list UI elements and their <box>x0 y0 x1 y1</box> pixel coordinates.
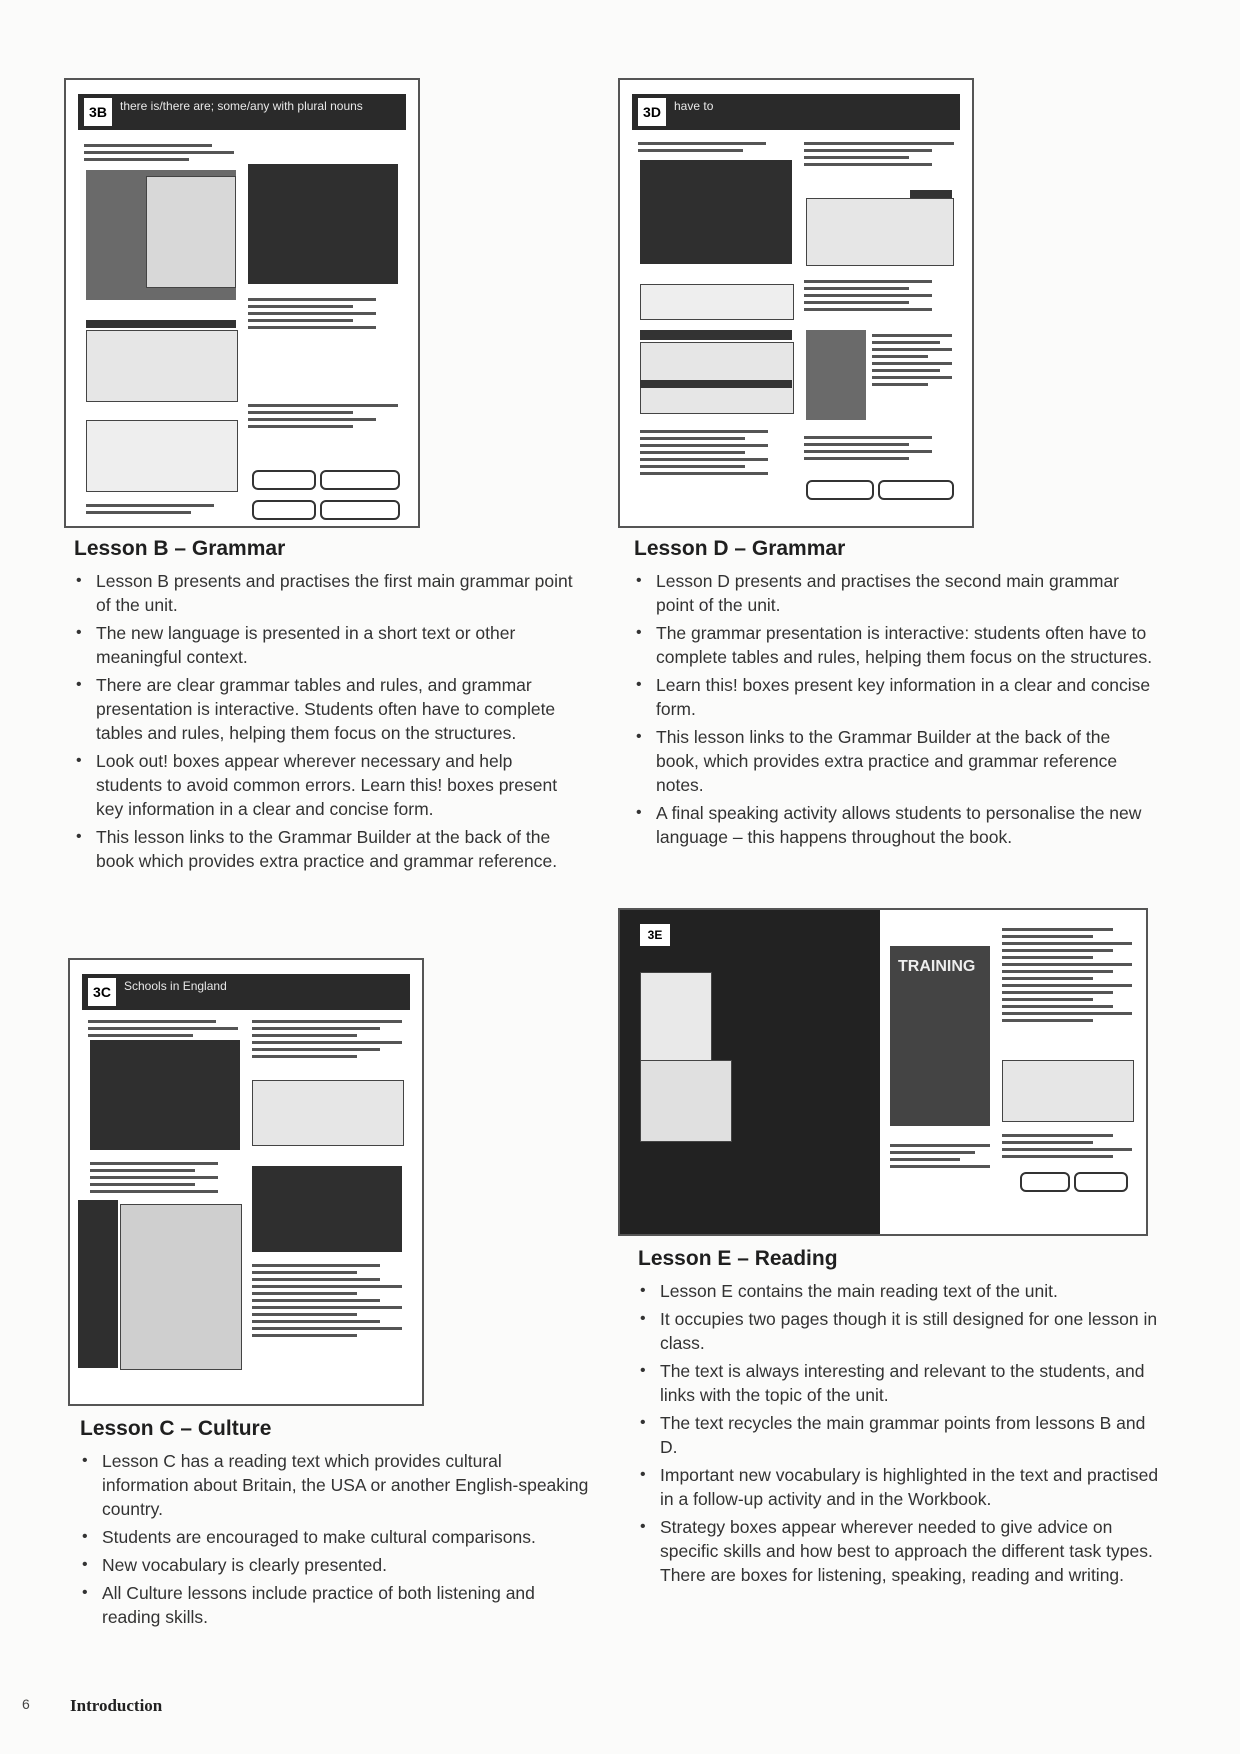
bullet-dot: • <box>640 1310 646 1327</box>
lesson-e-bullets <box>638 1279 1160 1587</box>
bullet-dot: • <box>76 624 82 641</box>
bullet-dot: • <box>82 1556 88 1573</box>
bullet-dot: • <box>640 1282 646 1299</box>
thumbnail-photo <box>806 330 866 420</box>
list-item: • Look out! boxes appear wherever necessary and help students to avoid common errors. Learn this! boxes present key information in a clear and concise form. <box>76 751 558 819</box>
bullet-dot: • <box>640 1518 646 1535</box>
lesson-c-section <box>80 1417 590 1633</box>
thumbnail-header <box>82 974 410 1010</box>
bullet-dot: • <box>82 1528 88 1545</box>
list-item: • The text is always interesting and relevant to the students, and links with the topic of the unit. <box>640 1361 1145 1405</box>
list-item: • All Culture lessons include practice of both listening and reading skills. <box>82 1583 535 1627</box>
thumbnail-photo <box>90 1040 240 1150</box>
list-item: • Students are encouraged to make cultural comparisons. <box>82 1527 536 1547</box>
lesson-d-bullets <box>634 569 1154 849</box>
lesson-e-heading: Lesson E – Reading <box>638 1247 838 1270</box>
thumbnail-header <box>632 94 960 130</box>
list-item: • This lesson links to the Grammar Builder at the back of the book which provides extra practice and grammar reference. <box>76 827 558 871</box>
thumbnail-lesson-3c <box>68 958 424 1406</box>
thumbnail-photo <box>78 1200 118 1368</box>
bullet-dot: • <box>636 804 642 821</box>
bullet-dot: • <box>640 1414 646 1431</box>
list-item: • Strategy boxes appear wherever needed to give advice on specific skills and how best to approach the different task types. There are boxes for listening, speaking, reading and writing. <box>640 1517 1153 1585</box>
list-item: • Lesson B presents and practises the first main grammar point of the unit. <box>76 571 573 615</box>
bullet-dot: • <box>76 828 82 845</box>
list-item: • There are clear grammar tables and rules, and grammar presentation is interactive. Students often have to complete tables and rules, helping them focus on the structures. <box>76 675 556 743</box>
thumbnail-lesson-3d <box>618 78 974 528</box>
bullet-dot: • <box>82 1452 88 1469</box>
bullet-dot: • <box>636 572 642 589</box>
lesson-number: 3C <box>88 978 116 1006</box>
lesson-c-bullets <box>80 1449 590 1629</box>
bullet-dot: • <box>636 728 642 745</box>
thumbnail-header <box>78 94 406 130</box>
thumbnail-lesson-3b <box>64 78 420 528</box>
thumbnail-photo <box>252 1166 402 1252</box>
bullet-dot: • <box>640 1362 646 1379</box>
thumbnail-photo <box>248 164 398 284</box>
bullet-dot: • <box>76 572 82 589</box>
list-item: • This lesson links to the Grammar Builder at the back of the book, which provides extra practice and grammar reference notes. <box>636 727 1118 795</box>
list-item: • Important new vocabulary is highlighted in the text and practised in a follow-up activity and in the Workbook. <box>640 1465 1159 1509</box>
list-item: • The new language is presented in a short text or other meaningful context. <box>76 623 516 667</box>
lesson-title: Schools in England <box>124 979 227 993</box>
lesson-d-heading: Lesson D – Grammar <box>634 537 846 560</box>
list-item: • Lesson D presents and practises the second main grammar point of the unit. <box>636 571 1120 615</box>
list-item: • A final speaking activity allows students to personalise the new language – this happens throughout the book. <box>636 803 1142 847</box>
lesson-c-heading: Lesson C – Culture <box>80 1417 272 1440</box>
lesson-b-bullets <box>74 569 574 873</box>
page-number: 6 <box>22 1696 30 1712</box>
footer-label: Introduction <box>70 1696 163 1715</box>
list-item: • Lesson C has a reading text which provides cultural information about Britain, the USA or another English-speaking country. <box>82 1451 589 1519</box>
list-item: • New vocabulary is clearly presented. <box>82 1555 387 1575</box>
lesson-b-section <box>74 537 574 877</box>
lesson-number: 3D <box>638 98 666 126</box>
list-item: • The grammar presentation is interactive: students often have to complete tables and rules, helping them focus on the structures. <box>636 623 1153 667</box>
list-item: • It occupies two pages though it is still designed for one lesson in class. <box>640 1309 1158 1353</box>
thumbnail-photo <box>640 160 792 264</box>
list-item: • Lesson E contains the main reading text of the unit. <box>640 1281 1058 1301</box>
lesson-d-section <box>634 537 1154 853</box>
lesson-b-heading: Lesson B – Grammar <box>74 537 286 560</box>
training-label: TRAINING <box>898 958 976 975</box>
bullet-dot: • <box>76 676 82 693</box>
lesson-number: 3B <box>84 98 112 126</box>
lesson-number: 3E <box>640 924 670 946</box>
bullet-dot: • <box>640 1466 646 1483</box>
thumbnail-lesson-3e <box>618 908 1148 1236</box>
bullet-dot: • <box>636 676 642 693</box>
list-item: • Learn this! boxes present key information in a clear and concise form. <box>636 675 1151 719</box>
list-item: • The text recycles the main grammar points from lessons B and D. <box>640 1413 1146 1457</box>
bullet-dot: • <box>82 1584 88 1601</box>
bullet-dot: • <box>636 624 642 641</box>
lesson-title: there is/there are; some/any with plural nouns <box>120 99 363 113</box>
bullet-dot: • <box>76 752 82 769</box>
lesson-title: have to <box>674 99 714 113</box>
lesson-e-section <box>638 1247 1160 1591</box>
